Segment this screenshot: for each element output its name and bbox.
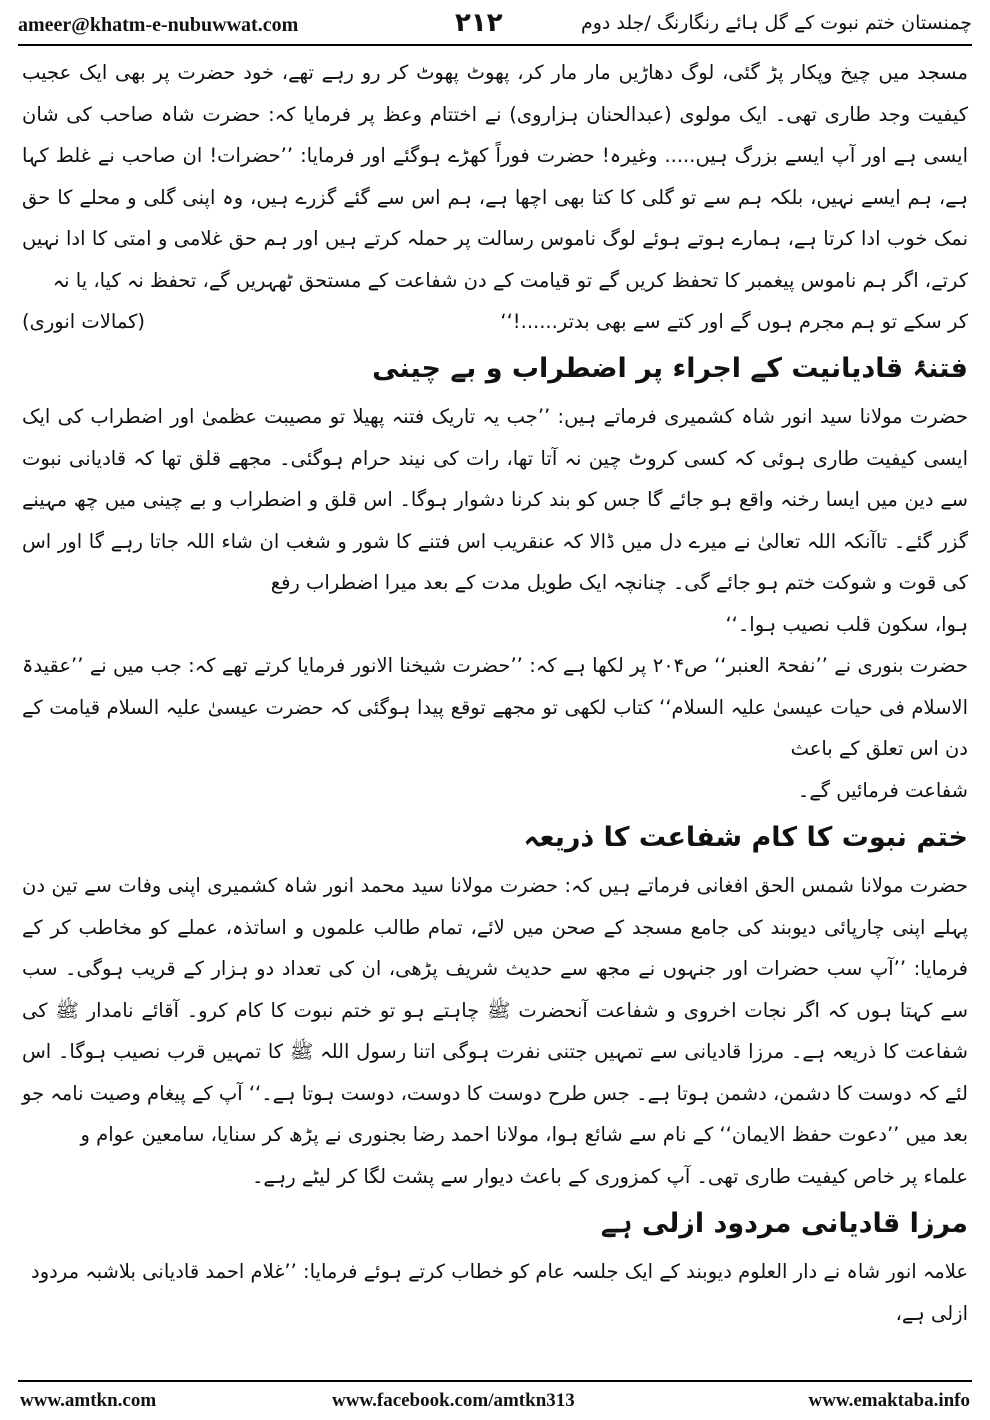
book-title: چمنستان ختم نبوت کے گل ہائے رنگارنگ /جلد دوم (580, 12, 972, 34)
section1-paragraph: مسجد میں چیخ وپکار پڑ گئی، لوگ دھاڑیں مار مار کر، پھوٹ پھوٹ کر رو رہے تھے، خود حضرت پر بھی ایک عجیب کیفیت وجد طاری تھی۔ ایک مولوی (عبدالحنان ہزاروی) نے اختتام وعظ پر فرمایا کہ: حضرت شاہ صاحب کی شان ایسی ہے اور آپ ایسے بزرگ ہیں..... وغیرہ! حضرت فوراً کھڑے ہوگئے اور فرمایا: ’’حضرات! ان صاحب نے غلط کہا ہے، ہم ایسے نہیں، بلکہ ہم سے تو گلی کا کتا بھی اچھا ہے، ہم اس سے گئے گزرے ہیں، وہ اپنی گلی و محلے کا حق نمک خوب ادا کرتا ہے، ہمارے ہوتے ہوئے لوگ ناموس رسالت پر حملہ کرتے ہیں اور ہم حق غلامی و امتی کا ادا نہیں کرتے، اگر ہم ناموس پیغمبر کا تحفظ کریں گے تو قیامت کے دن شفاعت کے مستحق ٹھہریں گے، تحفظ نہ کیا، یا نہ (22, 61, 968, 292)
section4-heading: مرزا قادیانی مردود ازلی ہے (600, 1208, 968, 1239)
citation-row (22, 301, 968, 342)
section3-paragraph-end: علماء پر خاص کیفیت طاری تھی۔ آپ کمزوری کے باعث دیوار سے پشت لگا کر لیٹے رہے۔ (251, 1164, 968, 1188)
citation-source: (کمالات انوری) (22, 310, 145, 333)
section3-paragraph: حضرت مولانا شمس الحق افغانی فرماتے ہیں کہ: حضرت مولانا سید محمد انور شاہ کشمیری اپنی وفات سے تین دن پہلے اپنی چارپائی دیوبند کی جامع مسجد کے صحن میں لائے، تمام طالب علموں و اساتذہ، عملے کو مخاطب کر کے فرمایا: ’’آپ سب حضرات اور جنہوں نے مجھ سے حدیث شریف پڑھی، ان کی تعداد دو ہزار کے قریب ہوگی۔ سب سے کہتا ہوں کہ اگر نجات اخروی و شفاعت آنحضرت ﷺ چاہتے ہو تو ختم نبوت کا کام کرو۔ آقائے نامدار ﷺ کی شفاعت کا ذریعہ ہے۔ مرزا قادیانی سے تمہیں جتنی نفرت ہوگی اتنا رسول اللہ ﷺ کا تمہیں قرب نصیب ہوگا۔ اس لئے کہ دوست کا دشمن، دشمن ہوتا ہے۔ جس طرح دوست کا دوست، دوست ہوتا ہے۔‘‘ آپ کے پیغام وصیت نامہ جو بعد میں ’’دعوت حفظ الایمان‘‘ کے نام سے شائع ہوا، مولانا احمد رضا بجنوری نے پڑھ کر سنایا، سامعین عوام و (22, 874, 968, 1146)
section1-paragraph-end: کر سکے تو ہم مجرم ہوں گے اور کتے سے بھی بدتر......!‘‘ (500, 310, 968, 333)
page-header (0, 0, 990, 44)
header-divider (18, 44, 972, 46)
page-footer (0, 1384, 990, 1420)
header-email: ameer@khatm-e-nubuwwat.com (18, 14, 299, 36)
page-number: ۲۱۲ (455, 8, 503, 38)
section2-paragraph2: حضرت بنوری نے ’’نفحۃ العنبر‘‘ ص۲۰۴ پر لکھا ہے کہ: ’’حضرت شیخنا الانور فرمایا کرتے تھے کہ: جب میں نے ’’عقیدۃ الاسلام فی حیات عیسیٰ علیہ السلام‘‘ کتاب لکھی تو مجھے توقع پیدا ہوگئی کہ حضرت عیسیٰ علیہ السلام قیامت کے دن اس تعلق کے باعث (22, 654, 968, 760)
section2-paragraph2-end: شفاعت فرمائیں گے۔ (797, 778, 968, 802)
page-content (22, 52, 968, 1372)
section2-heading: فتنۂ قادیانیت کے اجراء پر اضطراب و بے چینی (372, 353, 968, 384)
footer-link-amtkn[interactable]: www.amtkn.com (20, 1390, 157, 1411)
section2-paragraph1-end: ہوا، سکون قلب نصیب ہوا۔‘‘ (725, 612, 968, 636)
footer-divider (18, 1380, 972, 1382)
section4-paragraph: علامہ انور شاہ نے دار العلوم دیوبند کے ایک جلسہ عام کو خطاب کرتے ہوئے فرمایا: ’’غلام احمد قادیانی بلاشبہ مردود ازلی ہے، (31, 1260, 968, 1325)
section2-paragraph1: حضرت مولانا سید انور شاہ کشمیری فرماتے ہیں: ’’جب یہ تاریک فتنہ پھیلا تو مصیبت عظمیٰ اور اضطراب کی ایک ایسی کیفیت طاری ہوئی کہ کسی کروٹ چین نہ آتا تھا، رات کی نیند حرام ہوگئی۔ مجھے قلق تھا کہ قادیانی نبوت سے دین میں ایسا رخنہ واقع ہو جائے گا جس کو بند کرنا دشوار ہوگا۔ اس قلق و اضطراب و بے چینی میں چھ مہینے گزر گئے۔ تاآنکہ اللہ تعالیٰ نے میرے دل میں ڈالا کہ عنقریب اس فتنے کا شور و شغب ان شاء اللہ جاتا رہے گا اور اس کی قوت و شوکت ختم ہو جائے گی۔ چنانچہ ایک طویل مدت کے بعد میرا اضطراب رفع (22, 405, 968, 594)
section3-heading: ختم نبوت کا کام شفاعت کا ذریعہ (523, 822, 968, 853)
footer-link-facebook[interactable]: www.facebook.com/amtkn313 (332, 1390, 575, 1411)
footer-link-emaktaba[interactable]: www.emaktaba.info (808, 1390, 970, 1411)
